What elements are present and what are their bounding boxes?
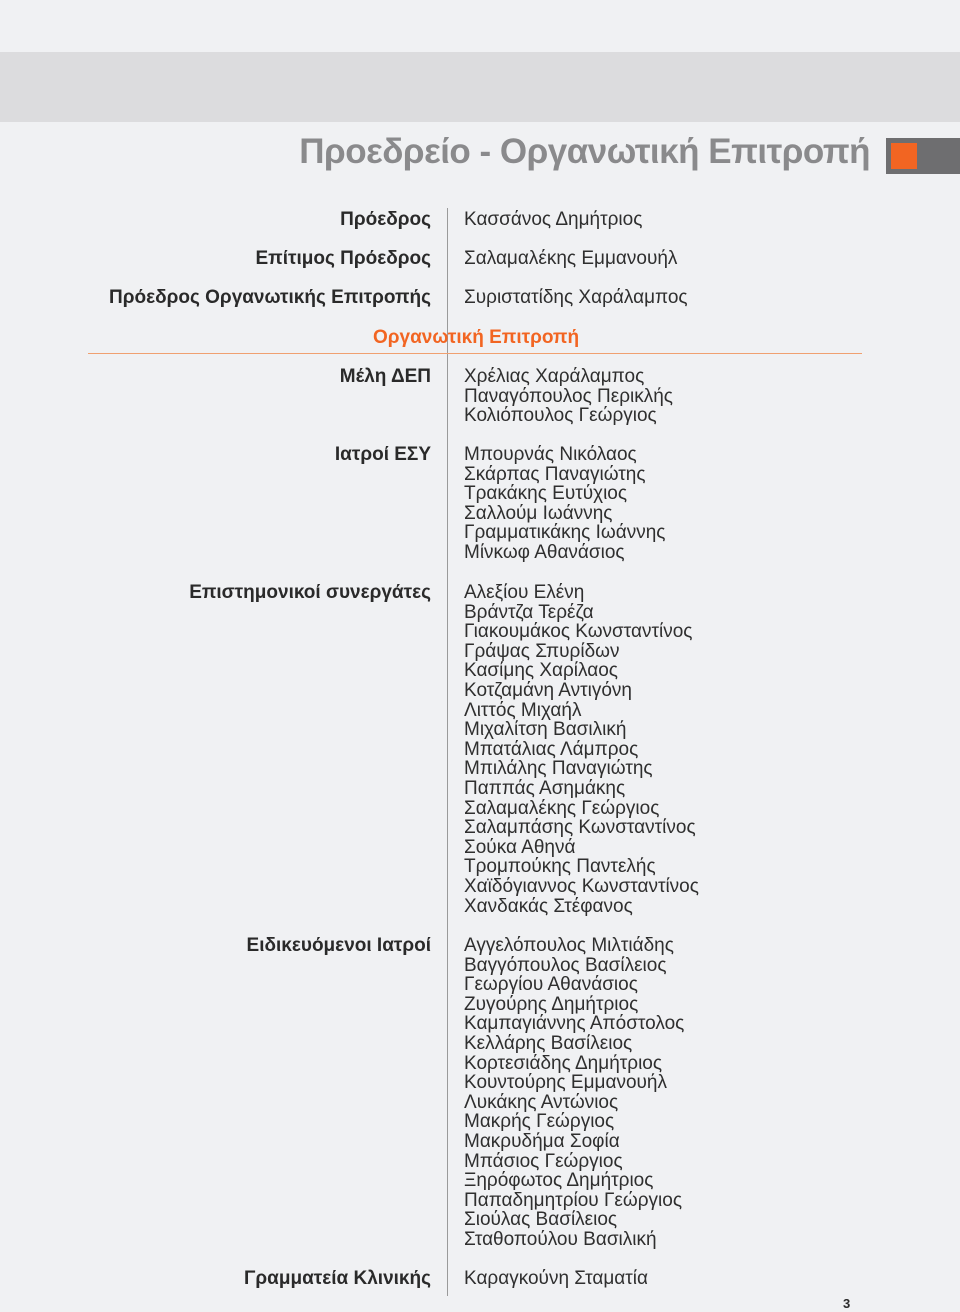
person-name: Αλεξίου Ελένη: [464, 582, 585, 603]
person-name: Σταθοπούλου Βασιλική: [464, 1228, 657, 1250]
person-name: Καραγκούνη Σταματία: [464, 1268, 648, 1289]
person-name: Τρομπούκης Παντελής: [464, 856, 656, 878]
role-label: Επίτιμος Πρόεδρος: [255, 248, 431, 269]
person-name: Παναγόπουλος Περικλής: [464, 385, 673, 407]
person-name: Ζυγούρης Δημήτριος: [464, 993, 639, 1015]
names-list: [464, 367, 673, 426]
person-name: Χαϊδόγιαννος Κωνσταντίνος: [464, 875, 699, 897]
title-marker-orange: [891, 143, 917, 169]
names-list: [464, 249, 677, 269]
person-name: Βράντζα Τερέζα: [464, 601, 594, 623]
person-name: Σαλαμπάσης Κωνσταντίνος: [464, 817, 696, 839]
person-name: Συριστατίδης Χαράλαμπος: [464, 287, 688, 308]
person-name: Κουντούρης Εμμανουήλ: [464, 1072, 667, 1094]
person-name: Μπιλάλης Παναγιώτης: [464, 758, 653, 780]
names-list: [464, 210, 642, 230]
person-name: Σιούλας Βασίλειος: [464, 1209, 618, 1231]
names-list: [464, 936, 684, 1250]
person-name: Χρέλιας Χαράλαμπος: [464, 366, 645, 387]
person-name: Σαλαμαλέκης Γεώργιος: [464, 797, 660, 819]
names-list: [464, 583, 699, 916]
role-label: Ειδικευόμενοι Ιατροί: [246, 935, 431, 956]
person-name: Μπατάλιας Λάμπρος: [464, 738, 639, 760]
person-name: Κασσάνος Δημήτριος: [464, 209, 643, 230]
page-title: Προεδρείο - Οργανωτική Επιτροπή: [299, 132, 870, 171]
page-number: 3: [843, 1296, 851, 1311]
section-header: Οργανωτική Επιτροπή: [373, 327, 580, 348]
role-label: Γραμματεία Κλινικής: [243, 1268, 431, 1289]
person-name: Τρακάκης Ευτύχιος: [464, 483, 628, 505]
person-name: Καμπαγιάννης Απόστολος: [464, 1013, 685, 1035]
header-band: [0, 52, 960, 122]
role-label: Ιατροί ΕΣΥ: [334, 444, 431, 465]
person-name: Κορτεσιάδης Δημήτριος: [464, 1052, 663, 1074]
person-name: Σκάρπας Παναγιώτης: [464, 463, 646, 485]
person-name: Χανδακάς Στέφανος: [464, 895, 633, 917]
person-name: Σούκα Αθηνά: [464, 836, 576, 858]
person-name: Γράψας Σπυρίδων: [464, 640, 620, 662]
person-name: Μπάσιος Γεώργιος: [464, 1150, 623, 1172]
person-name: Βαγγόπουλος Βασίλειος: [464, 954, 667, 976]
role-label: Επιστημονικοί συνεργάτες: [189, 582, 431, 603]
person-name: Λιττός Μιχαήλ: [464, 699, 582, 721]
person-name: Κασίμης Χαρίλαος: [464, 660, 618, 682]
person-name: Σαλαμαλέκης Εμμανουήλ: [464, 248, 678, 269]
person-name: Λυκάκης Αντώνιος: [464, 1091, 619, 1113]
person-name: Κελλάρης Βασίλειος: [464, 1032, 633, 1054]
person-name: Παπαδημητρίου Γεώργιος: [464, 1189, 682, 1211]
column-divider: [447, 208, 448, 1296]
person-name: Μακρής Γεώργιος: [464, 1111, 615, 1133]
person-name: Κοτζαμάνη Αντιγόνη: [464, 679, 632, 701]
person-name: Σαλλούμ Ιωάννης: [464, 502, 613, 524]
names-list: [464, 288, 688, 308]
person-name: Ξηρόφωτος Δημήτριος: [464, 1170, 654, 1192]
person-name: Γεωργίου Αθανάσιος: [464, 974, 638, 996]
role-label: Μέλη ΔΕΠ: [339, 366, 431, 387]
person-name: Αγγελόπουλος Μιλτιάδης: [464, 935, 674, 956]
section-rule: [88, 353, 862, 354]
person-name: Γραμματικάκης Ιωάννης: [464, 522, 666, 544]
person-name: Κολιόπουλος Γεώργιος: [464, 405, 657, 427]
person-name: Μίνκωφ Αθανάσιος: [464, 541, 625, 563]
role-label: Πρόεδρος: [340, 209, 431, 230]
person-name: Παππάς Ασημάκης: [464, 777, 626, 799]
person-name: Γιακουμάκος Κωνσταντίνος: [464, 621, 693, 643]
person-name: Μακρυδήμα Σοφία: [464, 1130, 620, 1152]
role-label: Πρόεδρος Οργανωτικής Επιτροπής: [109, 287, 431, 308]
title-marker: [886, 138, 960, 174]
person-name: Μιχαλίτση Βασιλική: [464, 719, 627, 741]
names-list: [464, 1269, 648, 1289]
names-list: [464, 445, 665, 563]
person-name: Μπουρνάς Νικόλαος: [464, 444, 637, 465]
